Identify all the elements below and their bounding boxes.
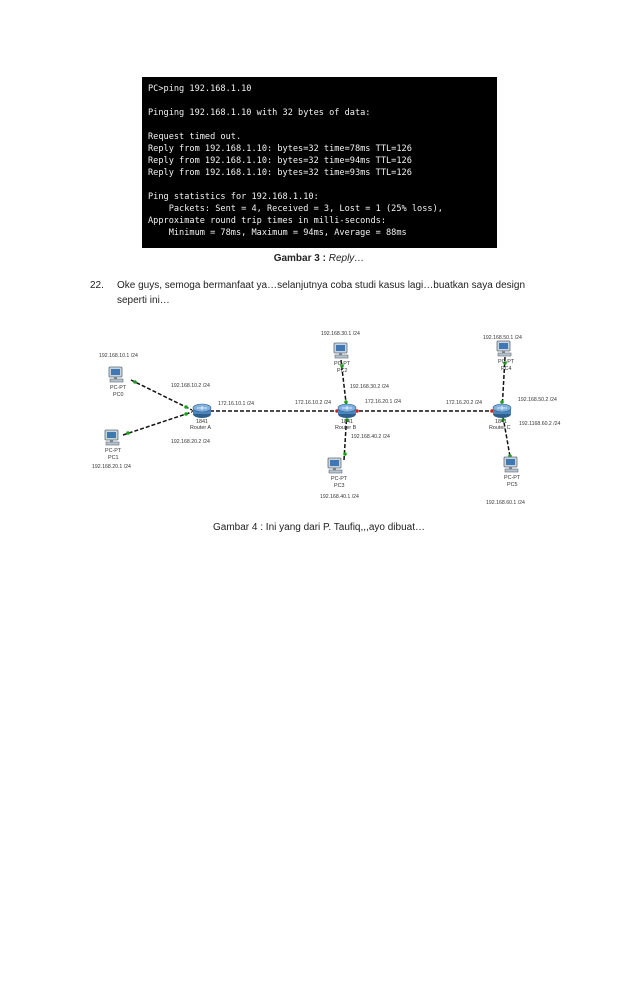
terminal-line [148, 119, 497, 131]
pc4[interactable] [483, 335, 522, 372]
pc2-name-label: PC2 [337, 368, 348, 374]
figure-3-caption [0, 253, 638, 264]
pc4-name-label: PC4 [501, 366, 512, 372]
pc3-icon [328, 458, 342, 473]
router-c-model-label: 1841 [495, 419, 507, 425]
pc5-ip-label: 192.168.60.1 /24 [486, 500, 525, 506]
router-b-model-label: 1841 [341, 419, 353, 425]
pc4-ip-label: 192.168.50.1 /24 [483, 335, 522, 341]
router-c-router-b-interface-ip: 172.16.20.2 /24 [446, 400, 483, 406]
router-b-pc3-interface-ip: 192.168.40.2 /24 [351, 434, 390, 440]
terminal-line: Reply from 192.168.1.10: bytes=32 time=93ms TTL=126 [148, 168, 412, 178]
router-a[interactable] [190, 404, 211, 431]
pc3-ip-label: 192.168.40.1 /24 [320, 494, 359, 500]
router-b-icon [338, 404, 356, 418]
figure-4-caption: Gambar 4 : Ini yang dari P. Taufiq,,,ayo dibuat… [213, 522, 425, 533]
command-prompt-screenshot [142, 77, 497, 248]
terminal-line: Approximate round trip times in milli-seconds: [148, 216, 386, 226]
terminal-line: Minimum = 78ms, Maximum = 94ms, Average = 88ms [148, 228, 407, 238]
router-c-pc5-interface-ip: 192.1168.60.2 /24 [519, 421, 561, 427]
pc0[interactable] [99, 353, 138, 398]
pc1-icon [105, 430, 119, 445]
router-b-router-a-interface-ip: 172.16.10.2 /24 [295, 400, 332, 406]
pc5-type-label: PC-PT [504, 475, 521, 481]
pc3[interactable] [320, 458, 359, 500]
pc1-ip-label: 192.168.20.1 /24 [92, 464, 131, 470]
router-b-pc2-interface-ip: 192.168.30.2 /24 [350, 384, 389, 390]
pc0-type-label: PC-PT [110, 385, 127, 391]
pc1[interactable] [92, 430, 131, 470]
router-a-pc0-interface-ip: 192.168.10.2 /24 [171, 383, 210, 389]
router-c[interactable] [489, 404, 511, 431]
terminal-line [148, 179, 497, 191]
pc0-ip-label: 192.168.10.1 /24 [99, 353, 138, 359]
pc2-type-label: PC-PT [334, 361, 351, 367]
pc2-icon [334, 343, 348, 358]
pc5[interactable] [486, 457, 525, 506]
pc0-icon [109, 367, 123, 382]
pc2[interactable] [321, 331, 360, 374]
list-item-number: 22. [90, 280, 104, 291]
network-topology-diagram [85, 322, 575, 512]
terminal-line: PC>ping 192.168.1.10 [148, 84, 252, 94]
pc5-name-label: PC5 [507, 482, 518, 488]
router-a-pc1-interface-ip: 192.168.20.2 /24 [171, 439, 210, 445]
terminal-line: Packets: Sent = 4, Received = 3, Lost = 1 (25% loss), [148, 204, 443, 214]
router-b[interactable] [335, 404, 357, 431]
router-a-icon [193, 404, 211, 418]
list-item-text: Oke guys, semoga bermanfaat ya…selanjutnya coba studi kasus lagi…buatkan saya design seperti ini… [117, 280, 526, 306]
router-c-name-label: Router C [489, 425, 511, 431]
router-b-router-c-interface-ip: 172.16.20.1 /24 [365, 399, 402, 405]
terminal-line [148, 95, 497, 107]
pc0-name-label: PC0 [113, 392, 124, 398]
figure-3-caption-text: Reply… [328, 253, 365, 264]
terminal-line: Pinging 192.168.1.10 with 32 bytes of data: [148, 108, 371, 118]
terminal-line: Reply from 192.168.1.10: bytes=32 time=78ms TTL=126 [148, 144, 412, 154]
pc3-type-label: PC-PT [331, 476, 348, 482]
router-c-icon [493, 404, 511, 418]
figure-3-caption-label: Gambar 3 : [273, 253, 326, 264]
pc1-name-label: PC1 [108, 455, 119, 461]
router-b-name-label: Router B [335, 425, 357, 431]
pc1-type-label: PC-PT [105, 448, 122, 454]
pc3-name-label: PC3 [334, 483, 345, 489]
link-pc1-router-a [123, 412, 192, 435]
pc4-icon [497, 341, 511, 356]
router-a-name-label: Router A [190, 425, 211, 431]
terminal-line: Reply from 192.168.1.10: bytes=32 time=94ms TTL=126 [148, 156, 412, 166]
pc5-icon [504, 457, 518, 472]
terminal-line: Request timed out. [148, 132, 242, 142]
router-a-router-b-interface-ip: 172.16.10.1 /24 [218, 401, 255, 407]
router-c-pc4-interface-ip: 192.168.50.2 /24 [518, 397, 557, 403]
router-a-model-label: 1841 [196, 419, 208, 425]
terminal-line: Ping statistics for 192.168.1.10: [148, 192, 319, 202]
pc2-ip-label: 192.168.30.1 /24 [321, 331, 360, 337]
pc4-type-label: PC-PT [498, 359, 515, 365]
links [123, 357, 511, 462]
